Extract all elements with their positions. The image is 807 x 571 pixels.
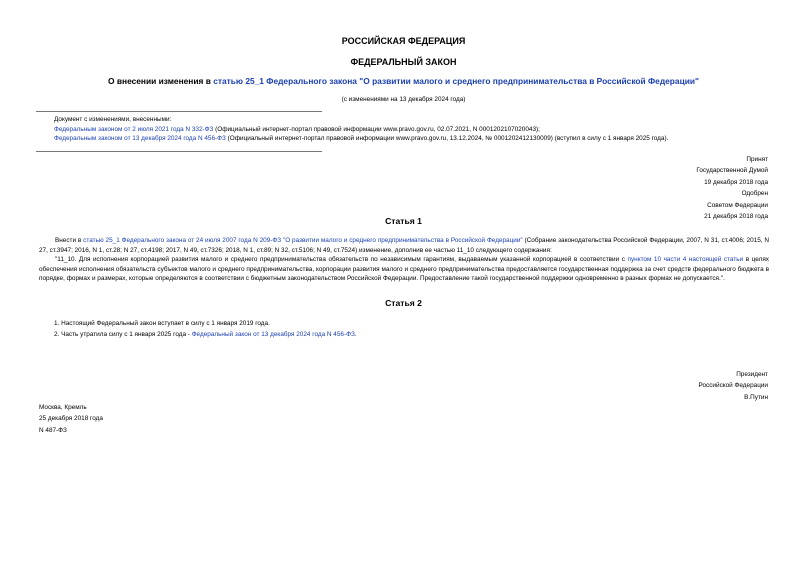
amendment-link[interactable]: Федеральным законом от 13 декабря 2024 года N 456-ФЗ: [54, 135, 226, 142]
bottom-divider: [36, 151, 322, 152]
amendment-item: [54, 134, 774, 144]
place-date-block: [39, 402, 103, 436]
article2-heading: Статья 2: [385, 298, 422, 308]
law-title-link[interactable]: статью 25_1 Федерального закона "О развитии малого и среднего предпринимательства в Российской Федерации": [213, 76, 699, 86]
top-divider: [36, 111, 322, 112]
adoption-block: [696, 154, 768, 222]
amendments-intro: Документ с изменениями, внесенными:: [54, 116, 172, 123]
edition-note: (с изменениями на 13 декабря 2024 года): [341, 96, 466, 103]
law-number-line: N 487-ФЗ: [39, 426, 67, 434]
article2-item2-text: 2. Часть утратила силу с 1 января 2025 года -: [54, 331, 192, 338]
article1-paragraph2: [39, 255, 769, 284]
doc-type-heading: ФЕДЕРАЛЬНЫЙ ЗАКОН: [350, 57, 457, 67]
adoption-line: 21 декабря 2018 года: [704, 213, 768, 221]
adoption-line: Принят: [746, 156, 768, 163]
amendments-block: [54, 115, 774, 144]
article2-item2: [54, 329, 774, 340]
article2-item1: 1. Настоящий Федеральный закон вступает в силу с 1 января 2019 года.: [54, 320, 270, 327]
amendment-link[interactable]: Федеральным законом от 2 июля 2021 года N 332-ФЗ: [54, 125, 214, 133]
adoption-line: 19 декабря 2018 года: [704, 178, 768, 186]
amendment-item: [54, 125, 774, 135]
article1-p2-text: "11_10. Для исполнения корпорацией развития малого и среднего предпринимательства обязательств по независимым гарантиям, выдаваемым указанной корпорацией в соответствии с: [55, 256, 628, 263]
place-line: Москва, Кремль: [39, 404, 87, 411]
law-title-prefix: О внесении изменения в: [108, 76, 214, 86]
article1-p2-rest: в целях обеспечения исполнения обязательств субъектов малого и среднего предпринимательства, корпорации развития малого и среднего предпринимательства предоставляется государственная поддержка за счет средств федерального бюджета в порядке, формах и размерах, которые определяются в соответствии с бюджетным законодательством Российской Федерации. Предоставление такой государственной поддержки одновременно в разных формах не допускается.".: [39, 256, 769, 283]
article1-p1-text: Внести в: [55, 237, 84, 244]
adoption-line: Одобрен: [741, 190, 768, 198]
article1-law-link[interactable]: статью 25_1 Федерального закона от 24 июля 2007 года N 209-ФЗ "О развитии малого и среднего предпринимательства в Российской Федерации": [83, 237, 523, 244]
amendment-text: (Официальный интернет-портал правовой информации www.pravo.gov.ru, 13.12.2024, № 0001202412130009) (вступил в силу с 1 января 2025 года).: [225, 135, 669, 142]
article1-p1-rest: (Собрание законодательства Российской Федерации, 2007, N 31, ст.4006; 2015, N 27, ст.3947; 2016, N 1, ст.28; N 27, ст.4198; 2017, N 49, ст.7326; 2018, N 1, ст.89; N 32, ст.5106; N 49, ст.7524) изменение, дополнив ее частью 11_10 следующего содержания:: [39, 237, 770, 254]
signature-line: Российской Федерации: [698, 382, 768, 390]
date-line: 25 декабря 2018 года: [39, 415, 103, 423]
signature-line: В.Путин: [744, 393, 768, 401]
law-title: [0, 76, 807, 86]
country-heading: РОССИЙСКАЯ ФЕДЕРАЦИЯ: [341, 36, 466, 46]
signature-block: [699, 369, 769, 403]
article1-paragraph1: [39, 236, 769, 255]
article2-law-link[interactable]: Федеральный закон от 13 декабря 2024 года N 456-ФЗ: [191, 331, 355, 338]
article2-item2-end: .: [354, 331, 357, 338]
article2-items: [54, 318, 774, 340]
article1-heading: Статья 1: [385, 216, 422, 226]
amendment-text: (Официальный интернет-портал правовой информации www.pravo.gov.ru, 02.07.2021, N 0001202107020043);: [213, 125, 540, 133]
signature-line: Президент: [736, 371, 768, 378]
adoption-line: Советом Федерации: [707, 201, 768, 209]
article1-clause-link[interactable]: пунктом 10 части 4 настоящей статьи: [627, 256, 744, 263]
adoption-line: Государственной Думой: [696, 167, 768, 175]
